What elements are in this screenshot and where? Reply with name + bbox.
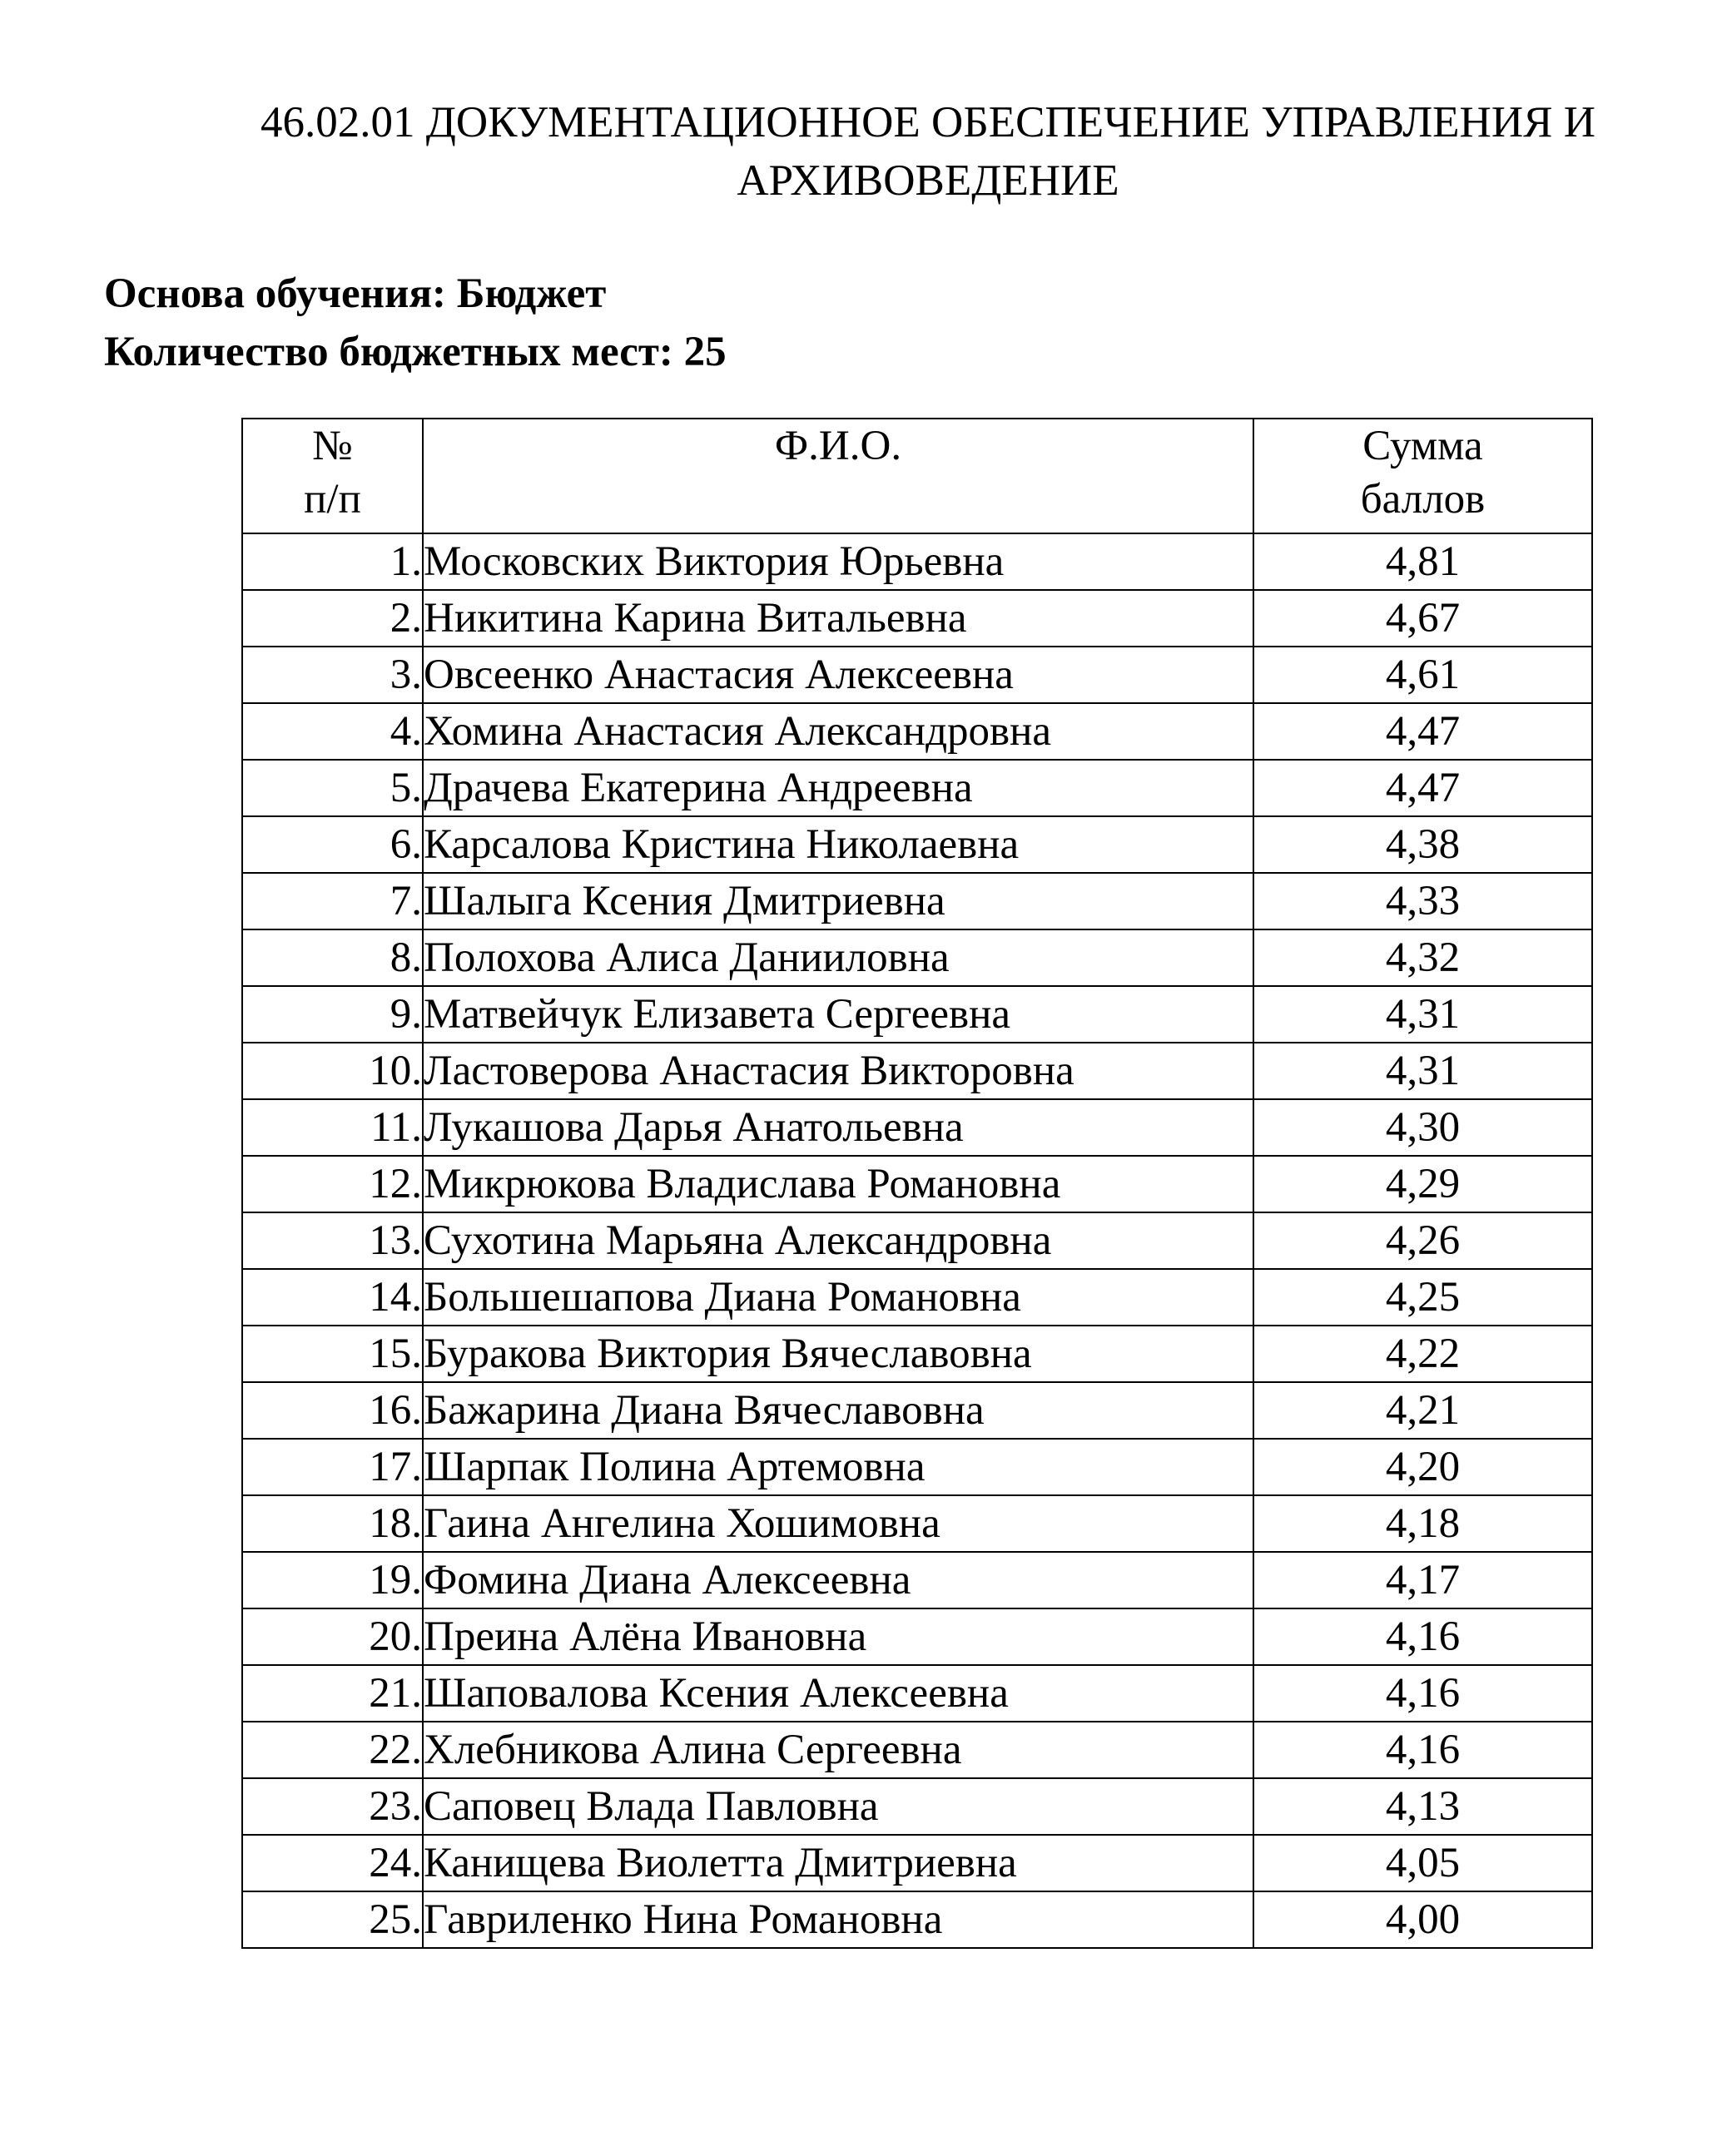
row-number: 8. xyxy=(242,929,423,986)
score-value: 4,00 xyxy=(1253,1891,1592,1948)
row-number: 18. xyxy=(242,1495,423,1552)
table-row xyxy=(242,703,1592,760)
header-score-line-2: баллов xyxy=(1360,476,1486,523)
student-name: Шарпак Полина Артемовна xyxy=(423,1439,1253,1495)
student-name: Микрюкова Владислава Романовна xyxy=(423,1156,1253,1212)
row-number: 17. xyxy=(242,1439,423,1495)
table-row xyxy=(242,1269,1592,1326)
row-number: 10. xyxy=(242,1043,423,1099)
score-value: 4,32 xyxy=(1253,929,1592,986)
student-name: Хлебникова Алина Сергеевна xyxy=(423,1722,1253,1778)
table-row xyxy=(242,760,1592,816)
score-value: 4,67 xyxy=(1253,590,1592,647)
student-name: Шалыга Ксения Дмитриевна xyxy=(423,873,1253,929)
student-name: Саповец Влада Павловна xyxy=(423,1778,1253,1835)
table-row xyxy=(242,1212,1592,1269)
score-value: 4,26 xyxy=(1253,1212,1592,1269)
header-name: Ф.И.О. xyxy=(423,419,1253,533)
row-number: 20. xyxy=(242,1608,423,1665)
table-header-row xyxy=(242,419,1592,533)
table-row xyxy=(242,1495,1592,1552)
student-name: Ластоверова Анастасия Викторовна xyxy=(423,1043,1253,1099)
score-value: 4,16 xyxy=(1253,1608,1592,1665)
student-name: Гавриленко Нина Романовна xyxy=(423,1891,1253,1948)
admission-info xyxy=(104,265,727,381)
study-basis: Основа обучения: Бюджет xyxy=(104,270,607,317)
table-body xyxy=(242,533,1592,1948)
score-value: 4,33 xyxy=(1253,873,1592,929)
score-value: 4,13 xyxy=(1253,1778,1592,1835)
document-title xyxy=(150,93,1706,210)
student-name: Полохова Алиса Данииловна xyxy=(423,929,1253,986)
table-row xyxy=(242,1835,1592,1891)
header-score xyxy=(1253,419,1592,533)
row-number: 5. xyxy=(242,760,423,816)
score-value: 4,16 xyxy=(1253,1665,1592,1722)
title-line-2: АРХИВОВЕДЕНИЕ xyxy=(737,156,1119,205)
student-name: Преина Алёна Ивановна xyxy=(423,1608,1253,1665)
student-name: Гаина Ангелина Хошимовна xyxy=(423,1495,1253,1552)
score-value: 4,47 xyxy=(1253,760,1592,816)
row-number: 19. xyxy=(242,1552,423,1608)
score-value: 4,47 xyxy=(1253,703,1592,760)
row-number: 14. xyxy=(242,1269,423,1326)
score-value: 4,38 xyxy=(1253,816,1592,873)
score-value: 4,20 xyxy=(1253,1439,1592,1495)
table-row xyxy=(242,1156,1592,1212)
table-row xyxy=(242,1382,1592,1439)
row-number: 12. xyxy=(242,1156,423,1212)
score-value: 4,61 xyxy=(1253,647,1592,703)
table-row xyxy=(242,816,1592,873)
student-name: Большешапова Диана Романовна xyxy=(423,1269,1253,1326)
table-row xyxy=(242,590,1592,647)
table-row xyxy=(242,1722,1592,1778)
score-value: 4,31 xyxy=(1253,1043,1592,1099)
row-number: 21. xyxy=(242,1665,423,1722)
score-value: 4,81 xyxy=(1253,533,1592,590)
student-name: Овсеенко Анастасия Алексеевна xyxy=(423,647,1253,703)
row-number: 4. xyxy=(242,703,423,760)
score-value: 4,25 xyxy=(1253,1269,1592,1326)
table-row xyxy=(242,1099,1592,1156)
student-name: Карсалова Кристина Николаевна xyxy=(423,816,1253,873)
row-number: 13. xyxy=(242,1212,423,1269)
table-row xyxy=(242,1608,1592,1665)
student-name: Хомина Анастасия Александровна xyxy=(423,703,1253,760)
student-name: Канищева Виолетта Дмитриевна xyxy=(423,1835,1253,1891)
table-row xyxy=(242,986,1592,1043)
table-row xyxy=(242,1326,1592,1382)
student-name: Драчева Екатерина Андреевна xyxy=(423,760,1253,816)
table-row xyxy=(242,1043,1592,1099)
score-value: 4,31 xyxy=(1253,986,1592,1043)
score-value: 4,29 xyxy=(1253,1156,1592,1212)
score-value: 4,17 xyxy=(1253,1552,1592,1608)
row-number: 1. xyxy=(242,533,423,590)
score-value: 4,16 xyxy=(1253,1722,1592,1778)
score-value: 4,05 xyxy=(1253,1835,1592,1891)
row-number: 25. xyxy=(242,1891,423,1948)
row-number: 22. xyxy=(242,1722,423,1778)
student-name: Буракова Виктория Вячеславовна xyxy=(423,1326,1253,1382)
student-name: Никитина Карина Витальевна xyxy=(423,590,1253,647)
row-number: 9. xyxy=(242,986,423,1043)
score-value: 4,21 xyxy=(1253,1382,1592,1439)
header-score-line-1: Сумма xyxy=(1362,423,1483,469)
ranking-table xyxy=(241,418,1593,1949)
table-row xyxy=(242,1891,1592,1948)
score-value: 4,22 xyxy=(1253,1326,1592,1382)
title-line-1: 46.02.01 ДОКУМЕНТАЦИОННОЕ ОБЕСПЕЧЕНИЕ УПРАВЛЕНИЯ И xyxy=(261,98,1595,146)
student-name: Лукашова Дарья Анатольевна xyxy=(423,1099,1253,1156)
student-name: Шаповалова Ксения Алексеевна xyxy=(423,1665,1253,1722)
header-number-line-2: п/п xyxy=(304,476,361,523)
student-name: Московских Виктория Юрьевна xyxy=(423,533,1253,590)
row-number: 24. xyxy=(242,1835,423,1891)
table-row xyxy=(242,533,1592,590)
header-number xyxy=(242,419,423,533)
header-number-line-1: № xyxy=(312,423,353,469)
table-row xyxy=(242,873,1592,929)
table-row xyxy=(242,1778,1592,1835)
student-name: Фомина Диана Алексеевна xyxy=(423,1552,1253,1608)
row-number: 2. xyxy=(242,590,423,647)
student-name: Матвейчук Елизавета Сергеевна xyxy=(423,986,1253,1043)
table-row xyxy=(242,1552,1592,1608)
row-number: 3. xyxy=(242,647,423,703)
student-name: Сухотина Марьяна Александровна xyxy=(423,1212,1253,1269)
row-number: 15. xyxy=(242,1326,423,1382)
row-number: 6. xyxy=(242,816,423,873)
budget-places: Количество бюджетных мест: 25 xyxy=(104,329,727,375)
row-number: 23. xyxy=(242,1778,423,1835)
table-row xyxy=(242,1665,1592,1722)
table-row xyxy=(242,1439,1592,1495)
student-name: Бажарина Диана Вячеславовна xyxy=(423,1382,1253,1439)
table-row xyxy=(242,929,1592,986)
row-number: 11. xyxy=(242,1099,423,1156)
row-number: 7. xyxy=(242,873,423,929)
table-row xyxy=(242,647,1592,703)
score-value: 4,18 xyxy=(1253,1495,1592,1552)
row-number: 16. xyxy=(242,1382,423,1439)
score-value: 4,30 xyxy=(1253,1099,1592,1156)
